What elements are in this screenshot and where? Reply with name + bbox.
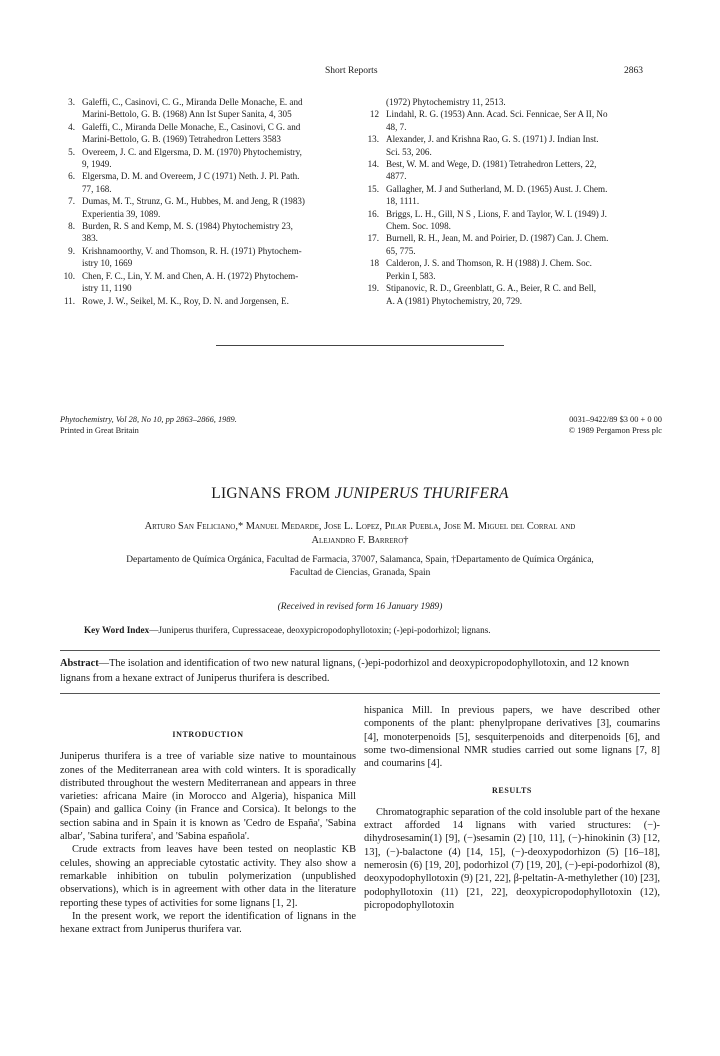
keywords-text: —Juniperus thurifera, Cupressaceae, deoxypicropodophyllotoxin; (-)epi-podorhizol; lignans. bbox=[149, 625, 491, 635]
reference-line: A. A (1981) Phytochemistry, 20, 729. bbox=[386, 295, 523, 306]
abstract-bottom-rule bbox=[60, 693, 660, 694]
reference-item bbox=[60, 146, 358, 171]
abstract bbox=[60, 656, 660, 686]
reference-line: Burden, R. S and Kemp, M. S. (1984) Phytochemistry 23, bbox=[82, 221, 293, 232]
reference-line: 9, 1949. bbox=[82, 159, 112, 170]
reference-line: Alexander, J. and Krishna Rao, G. S. (1971) J. Indian Inst. bbox=[386, 134, 599, 145]
body-right-column bbox=[364, 704, 660, 912]
reference-number: 8. bbox=[68, 221, 75, 232]
author-list bbox=[60, 520, 660, 548]
affiliations bbox=[60, 554, 660, 579]
reference-line: 77, 168. bbox=[82, 183, 112, 194]
title-species: JUNIPERUS THURIFERA bbox=[334, 485, 509, 502]
reference-item bbox=[60, 245, 358, 270]
journal-citation bbox=[60, 415, 237, 436]
reference-line: Sci. 53, 206. bbox=[386, 146, 432, 157]
reference-item bbox=[60, 270, 358, 295]
reference-line: Stipanovic, R. D., Greenblatt, G. A., Beier, R C. and Bell, bbox=[386, 283, 597, 294]
reference-line: Calderon, J. S. and Thomson, R. H (1988) J. Chem. Soc. bbox=[386, 258, 592, 269]
reference-item bbox=[60, 96, 358, 121]
title-prefix: LIGNANS FROM bbox=[211, 485, 335, 502]
authors-line-2: Alejandro F. Barrero† bbox=[311, 535, 409, 546]
reference-line: Overeem, J. C. and Elgersma, D. M. (1970) Phytochemistry, bbox=[82, 146, 302, 157]
reference-item bbox=[364, 208, 664, 233]
reference-line: Marini-Bettolo, G. B. (1968) Ann Ist Super Sanita, 4, 305 bbox=[82, 109, 292, 120]
reference-number: 5. bbox=[68, 146, 75, 157]
reference-line: Best, W. M. and Wege, D. (1981) Tetrahedron Letters, 22, bbox=[386, 159, 597, 170]
copyright-line: © 1989 Pergamon Press plc bbox=[568, 425, 662, 435]
intro-paragraph-1: Juniperus thurifera is a tree of variable size native to mountainous zones of the Mediterranean area with cold winters. It is sporadically distributed throughout the western Mediterranean and appears in three varieties: africana Maire (in Morocco and Algeria), hispanica Mill (Spain) and gallica Coiny (in France and Corsica). It belongs to the section sabina and in Spain it is known as 'Cedro de España', 'Sabina albar', 'Sabina turifera', and 'Sabina española'. bbox=[60, 751, 356, 843]
reference-item bbox=[60, 170, 358, 195]
reference-number: 10. bbox=[63, 270, 75, 281]
reference-number: 4. bbox=[68, 121, 75, 132]
results-paragraph: Chromatographic separation of the cold insoluble part of the hexane extract afforded 14 lignans with varied structures: (−)-dihydrosesamin(1) [9], (−)sesamin (2) [10, 11], (−)-hinokinin (3) [12, 13], (−)-balactone (4) [14, 15], (−)-deoxypodorhizon (5) [16–18], nemerosin (6) [19, 20], podorhizol (7) [19, 20], (−)-epi-podorhizol (8), deoxypodophyllotoxin (9) [21, 22], β-peltatin-A-methylether (10) [23], podophyllotoxin (11) [21, 22], deoxypicropodophyllotoxin (12), picropodophyllotoxin bbox=[364, 806, 660, 911]
reference-line: Lindahl, R. G. (1953) Ann. Acad. Sci. Fennicae, Ser A II, No bbox=[386, 109, 608, 120]
reference-line: Chem. Soc. 1098. bbox=[386, 221, 451, 232]
abstract-text: —The isolation and identification of two new natural lignans, (-)epi-podorhizol and deoxypicropodophyllotoxin, and 12 known lignans from a hexane extract of Juniperus thurifera is described. bbox=[60, 658, 630, 684]
affiliation-line-1: Departamento de Química Orgánica, Facultad de Farmacia, 37007, Salamanca, Spain, †Departamento de Química Orgánica, bbox=[126, 555, 594, 565]
reference-line: Chen, F. C., Lin, Y. M. and Chen, A. H. (1972) Phytochem- bbox=[82, 270, 299, 281]
reference-line: Experientia 39, 1089. bbox=[82, 208, 161, 219]
affiliation-line-2: Facultad de Ciencias, Granada, Spain bbox=[289, 567, 431, 578]
page-number: 2863 bbox=[624, 66, 643, 76]
reference-line: Galeffi, C., Miranda Delle Monache, E., Casinovi, C G. and bbox=[82, 121, 301, 132]
article-title bbox=[0, 485, 720, 503]
reference-line: Gallagher, M. J and Sutherland, M. D. (1965) Aust. J. Chem. bbox=[386, 183, 608, 194]
reference-number: 12 bbox=[369, 109, 379, 120]
intro-paragraph-2: Crude extracts from leaves have been tested on neoplastic KB celules, showing an appreciable cytostatic activity. They also show a remarkable inhibition on tubulin polymerization (unpublished observations), which is in agreement with other data in the literature reporting these types of activities for some lignans [1, 2]. bbox=[60, 844, 356, 909]
reference-item bbox=[364, 158, 664, 183]
reference-number: 14. bbox=[367, 159, 379, 170]
keywords-label: Key Word Index bbox=[84, 625, 150, 635]
journal-line-2: Printed in Great Britain bbox=[60, 425, 139, 435]
reference-line: 18, 1111. bbox=[386, 196, 420, 207]
section-divider bbox=[216, 345, 504, 346]
reference-line: Dumas, M. T., Strunz, G. M., Hubbes, M. and Jeng, R (1983) bbox=[82, 196, 305, 207]
reference-line: Marini-Bettolo, G. B. (1969) Tetrahedron Letters 3583 bbox=[82, 134, 281, 145]
intro-paragraph-4: hispanica Mill. In previous papers, we have described other components of the plant: phenylpropane derivatives [3], coumarins [4], monoterpenoids [5], sesquiterpenoids and diterpenoids [6], and some two-dimensional NMR studies carried out some lignans [7, 8] and coumarins [4]. bbox=[364, 705, 660, 770]
keyword-index bbox=[84, 625, 644, 635]
reference-item bbox=[364, 133, 664, 158]
authors-line-1: Arturo San Feliciano,* Manuel Medarde, Jose L. Lopez, Pilar Puebla, Jose M. Miguel del Corral and bbox=[144, 521, 576, 532]
received-date: (Received in revised form 16 January 1989) bbox=[277, 602, 443, 612]
reference-number: 3. bbox=[68, 97, 75, 107]
abstract-top-rule bbox=[60, 650, 660, 651]
reference-item bbox=[60, 220, 358, 245]
running-title: Short Reports bbox=[325, 66, 378, 76]
reference-line: Elgersma, D. M. and Overeem, J C (1971) Neth. J. Pl. Path. bbox=[82, 171, 300, 182]
reference-item bbox=[364, 108, 664, 133]
reference-item bbox=[60, 195, 358, 220]
reference-item bbox=[60, 121, 358, 146]
reference-line: istry 10, 1669 bbox=[82, 258, 133, 269]
results-heading: RESULTS bbox=[492, 786, 532, 796]
reference-line: Perkin I, 583. bbox=[386, 270, 436, 281]
reference-line: 48, 7. bbox=[386, 121, 407, 132]
abstract-label: Abstract bbox=[60, 658, 99, 669]
issn-price: 0031–9422/89 $3 00 + 0 00 bbox=[569, 415, 662, 424]
reference-number: 6. bbox=[68, 171, 75, 182]
intro-paragraph-3: In the present work, we report the identification of lignans in the hexane extract from Juniperus thurifera var. bbox=[60, 910, 356, 936]
reference-line: Krishnamoorthy, V. and Thomson, R. H. (1971) Phytochem- bbox=[82, 245, 302, 256]
copyright-info bbox=[569, 415, 662, 436]
reference-line: 383. bbox=[82, 233, 98, 244]
reference-line: Galeffi, C., Casinovi, C. G., Miranda Delle Monache, E. and bbox=[82, 97, 303, 107]
reference-number: 18 bbox=[369, 258, 379, 269]
reference-line: Briggs, L. H., Gill, N S , Lions, F. and Taylor, W. I. (1949) J. bbox=[386, 208, 607, 219]
reference-number: 16. bbox=[367, 208, 379, 219]
reference-line: istry 11, 1190 bbox=[82, 283, 132, 294]
reference-line: (1972) Phytochemistry 11, 2513. bbox=[386, 97, 506, 107]
reference-number: 11. bbox=[63, 295, 75, 306]
reference-number: 7. bbox=[68, 196, 75, 207]
reference-line: 4877. bbox=[386, 171, 407, 182]
reference-item bbox=[364, 183, 664, 208]
reference-item bbox=[364, 257, 664, 282]
reference-number: 9. bbox=[68, 245, 75, 256]
reference-item bbox=[364, 282, 664, 307]
reference-number: 13. bbox=[367, 134, 379, 145]
reference-number: 17. bbox=[367, 233, 379, 244]
introduction-heading: INTRODUCTION bbox=[172, 730, 244, 739]
reference-number: 15. bbox=[367, 183, 379, 194]
references-right-column bbox=[364, 96, 664, 307]
reference-item bbox=[364, 232, 664, 257]
reference-line: Burnell, R. H., Jean, M. and Poirier, D. (1987) Can. J. Chem. bbox=[386, 233, 609, 244]
reference-item bbox=[364, 96, 664, 108]
reference-item bbox=[60, 295, 358, 307]
references-left-column bbox=[60, 96, 358, 307]
reference-line: 65, 775. bbox=[386, 245, 416, 256]
journal-line-1: Phytochemistry, Vol 28, No 10, pp 2863–2866, 1989. bbox=[60, 415, 237, 424]
reference-number: 19. bbox=[367, 283, 379, 294]
reference-line: Rowe, J. W., Seikel, M. K., Roy, D. N. and Jorgensen, E. bbox=[82, 295, 289, 306]
body-left-column bbox=[60, 728, 356, 936]
